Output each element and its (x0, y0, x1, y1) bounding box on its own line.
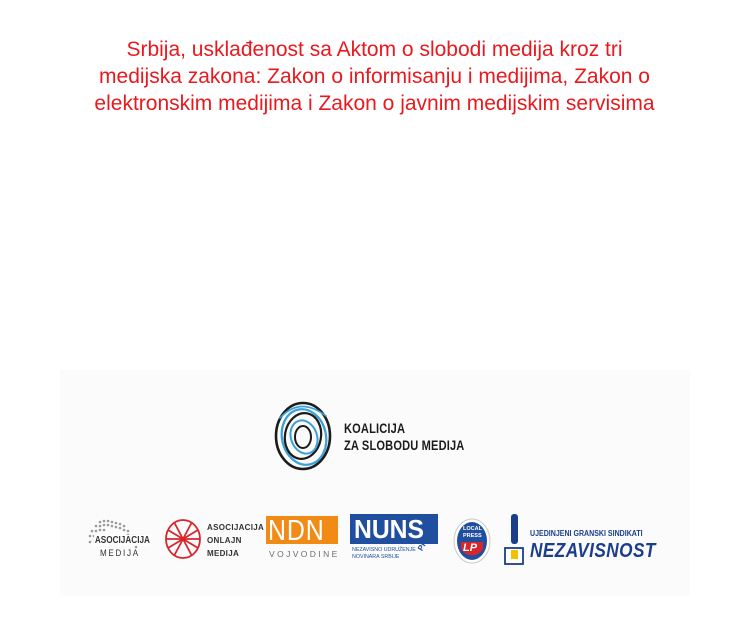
aom-line: ONLAJN (207, 536, 242, 545)
coalition-name (344, 420, 464, 454)
ndn-vojvodine-logo (266, 516, 342, 566)
aom-line: ASOCIJACIJA (207, 523, 265, 532)
nuns-logo (350, 514, 440, 570)
nuns-subtitle-line: NOVINARA SRBIJE (352, 554, 400, 560)
coalition-name-line: KOALICIJA (344, 421, 406, 436)
nuns-press: PRESS (416, 524, 438, 553)
nezavisnost-subtitle: UJEDINJENI GRANSKI SINDIKATI (530, 528, 643, 538)
coalition-logo (270, 398, 470, 478)
nezavisnost-logo (500, 512, 655, 572)
nezavisnost-name: NEZAVISNOST (530, 540, 656, 562)
aom-line: MEDIJA (207, 549, 240, 558)
asocijacija-medija-logo (78, 514, 154, 568)
nuns-subtitle (352, 547, 416, 561)
asocijacija-onlajn-medija-text (207, 521, 264, 560)
local-press-badge-icon (452, 516, 492, 566)
exclamation-figure-icon (502, 512, 526, 572)
local-press-line1: LOCAL (463, 526, 482, 532)
coalition-name-line: ZA SLOBODU MEDIJA (344, 438, 465, 453)
ndn-subtitle: VOJVODINE (269, 549, 340, 559)
local-press-logo (452, 516, 492, 566)
red-globe-icon (162, 516, 204, 562)
document-title (0, 36, 749, 117)
title-line: Srbija, usklađenost sa Aktom o slobodi medija kroz tri (126, 38, 623, 61)
local-press-line2: PRESS (463, 533, 482, 539)
ndn-name: NDN (268, 515, 325, 547)
nuns-name: NUNS (354, 514, 424, 544)
asocijacija-onlajn-medija-logo (162, 514, 266, 566)
local-press-mark: LP (463, 542, 478, 554)
concentric-rings-icon (270, 398, 340, 478)
title-line: medijska zakona: Zakon o informisanju i medijima, Zakon o (99, 65, 650, 88)
asocijacija-medija-line2: MEDIJA (100, 548, 140, 559)
title-line: elektronskim medijima i Zakon o javnim medijskim servisima (94, 92, 655, 115)
asocijacija-medija-line1: ASOCIJACIJA (94, 535, 150, 546)
nuns-subtitle-line: NEZAVISNO UDRUŽENJE (352, 547, 416, 553)
